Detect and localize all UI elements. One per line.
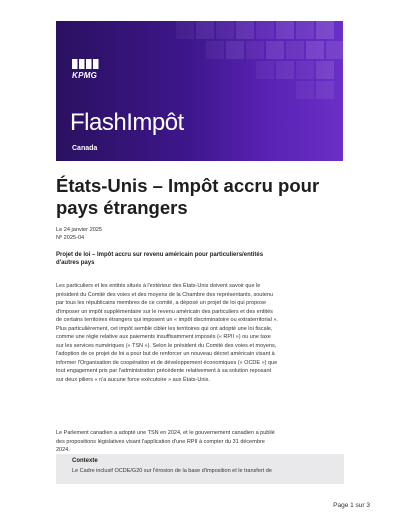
paragraph-line: comme une règle relative aux paiements insuffisamment imposés (« RPII ») ou une taxe: [56, 334, 271, 340]
paragraph-line: de certains territoires étrangers qui imposent un « impôt discriminatoire ou extraterritorial ».: [56, 317, 278, 323]
paragraph-line: Le Parlement canadien a adopté une TSN en 2024, et le gouvernement canadien a publié: [56, 430, 275, 436]
document-title: [56, 175, 356, 219]
decorative-squares: [56, 21, 343, 161]
paragraph-line: tout engagement pris par l'administration précédente relativement à sa solution reposant: [56, 368, 272, 374]
banner-title: FlashImpôt: [70, 109, 184, 136]
title-line-1: États-Unis – Impôt accru pour: [56, 175, 320, 196]
document-number: Nº 2025-04: [56, 234, 85, 241]
paragraph-line: des propositions législatives visant l'application d'une RPII à compter du 31 décembre: [56, 438, 265, 445]
context-box: [56, 454, 344, 484]
paragraph-line: par tous les républicains membres de ce comité, a déposé un projet de loi qui propose: [56, 300, 267, 306]
context-heading: Contexte: [72, 458, 98, 464]
paragraph-line: 2024.: [56, 447, 70, 453]
paragraph-line: Plus particulièrement, cet impôt semble cibler les territoires qui ont adopté une loi fiscale,: [56, 325, 273, 332]
paragraph-line: sur les services numériques (« TSN »). Selon le président du Comité des voies et moyens,: [56, 342, 277, 349]
lead-line-1: Projet de loi – Impôt accru sur revenu américain pour particuliers/entités: [56, 252, 264, 258]
paragraph-line: d'imposer un impôt supplémentaire sur le revenu américain des particuliers et des entités: [56, 308, 273, 315]
paragraph-line: Les particuliers et les entités situés à l'extérieur des États-Unis doivent savoir que le: [56, 283, 261, 289]
lead-line-2: d'autres pays: [56, 260, 95, 266]
title-line-2: pays étrangers: [56, 197, 188, 218]
header-banner: [56, 21, 343, 161]
document-date: Le 24 janvier 2025: [56, 227, 103, 233]
paragraph-1: [56, 282, 348, 384]
kpmg-logo-icon: [72, 59, 100, 69]
paragraph-line: l'adoption de ce projet de loi a pour but de renforcer un nouveau décret américain visant à: [56, 351, 275, 357]
lead-heading: [56, 251, 346, 267]
kpmg-logo-text: KPMG: [72, 71, 98, 80]
paragraph-line: sur deux piliers « n'a aucune force exécutoire » aux États-Unis.: [56, 376, 210, 383]
paragraph-line: informer l'Organisation de coopération et de développement économiques (« OCDE ») que: [56, 359, 278, 366]
document-meta: [56, 227, 102, 242]
page-number: Page 1 sur 3: [333, 502, 370, 509]
banner-subtitle: Canada: [72, 145, 98, 152]
context-text: Le Cadre inclusif OCDE/G20 sur l'érosion de la base d'imposition et le transfert de: [72, 468, 272, 474]
paragraph-2: [56, 429, 348, 455]
paragraph-line: président du Comité des voies et des moyens de la Chambre des représentants, soutenu: [56, 291, 274, 298]
